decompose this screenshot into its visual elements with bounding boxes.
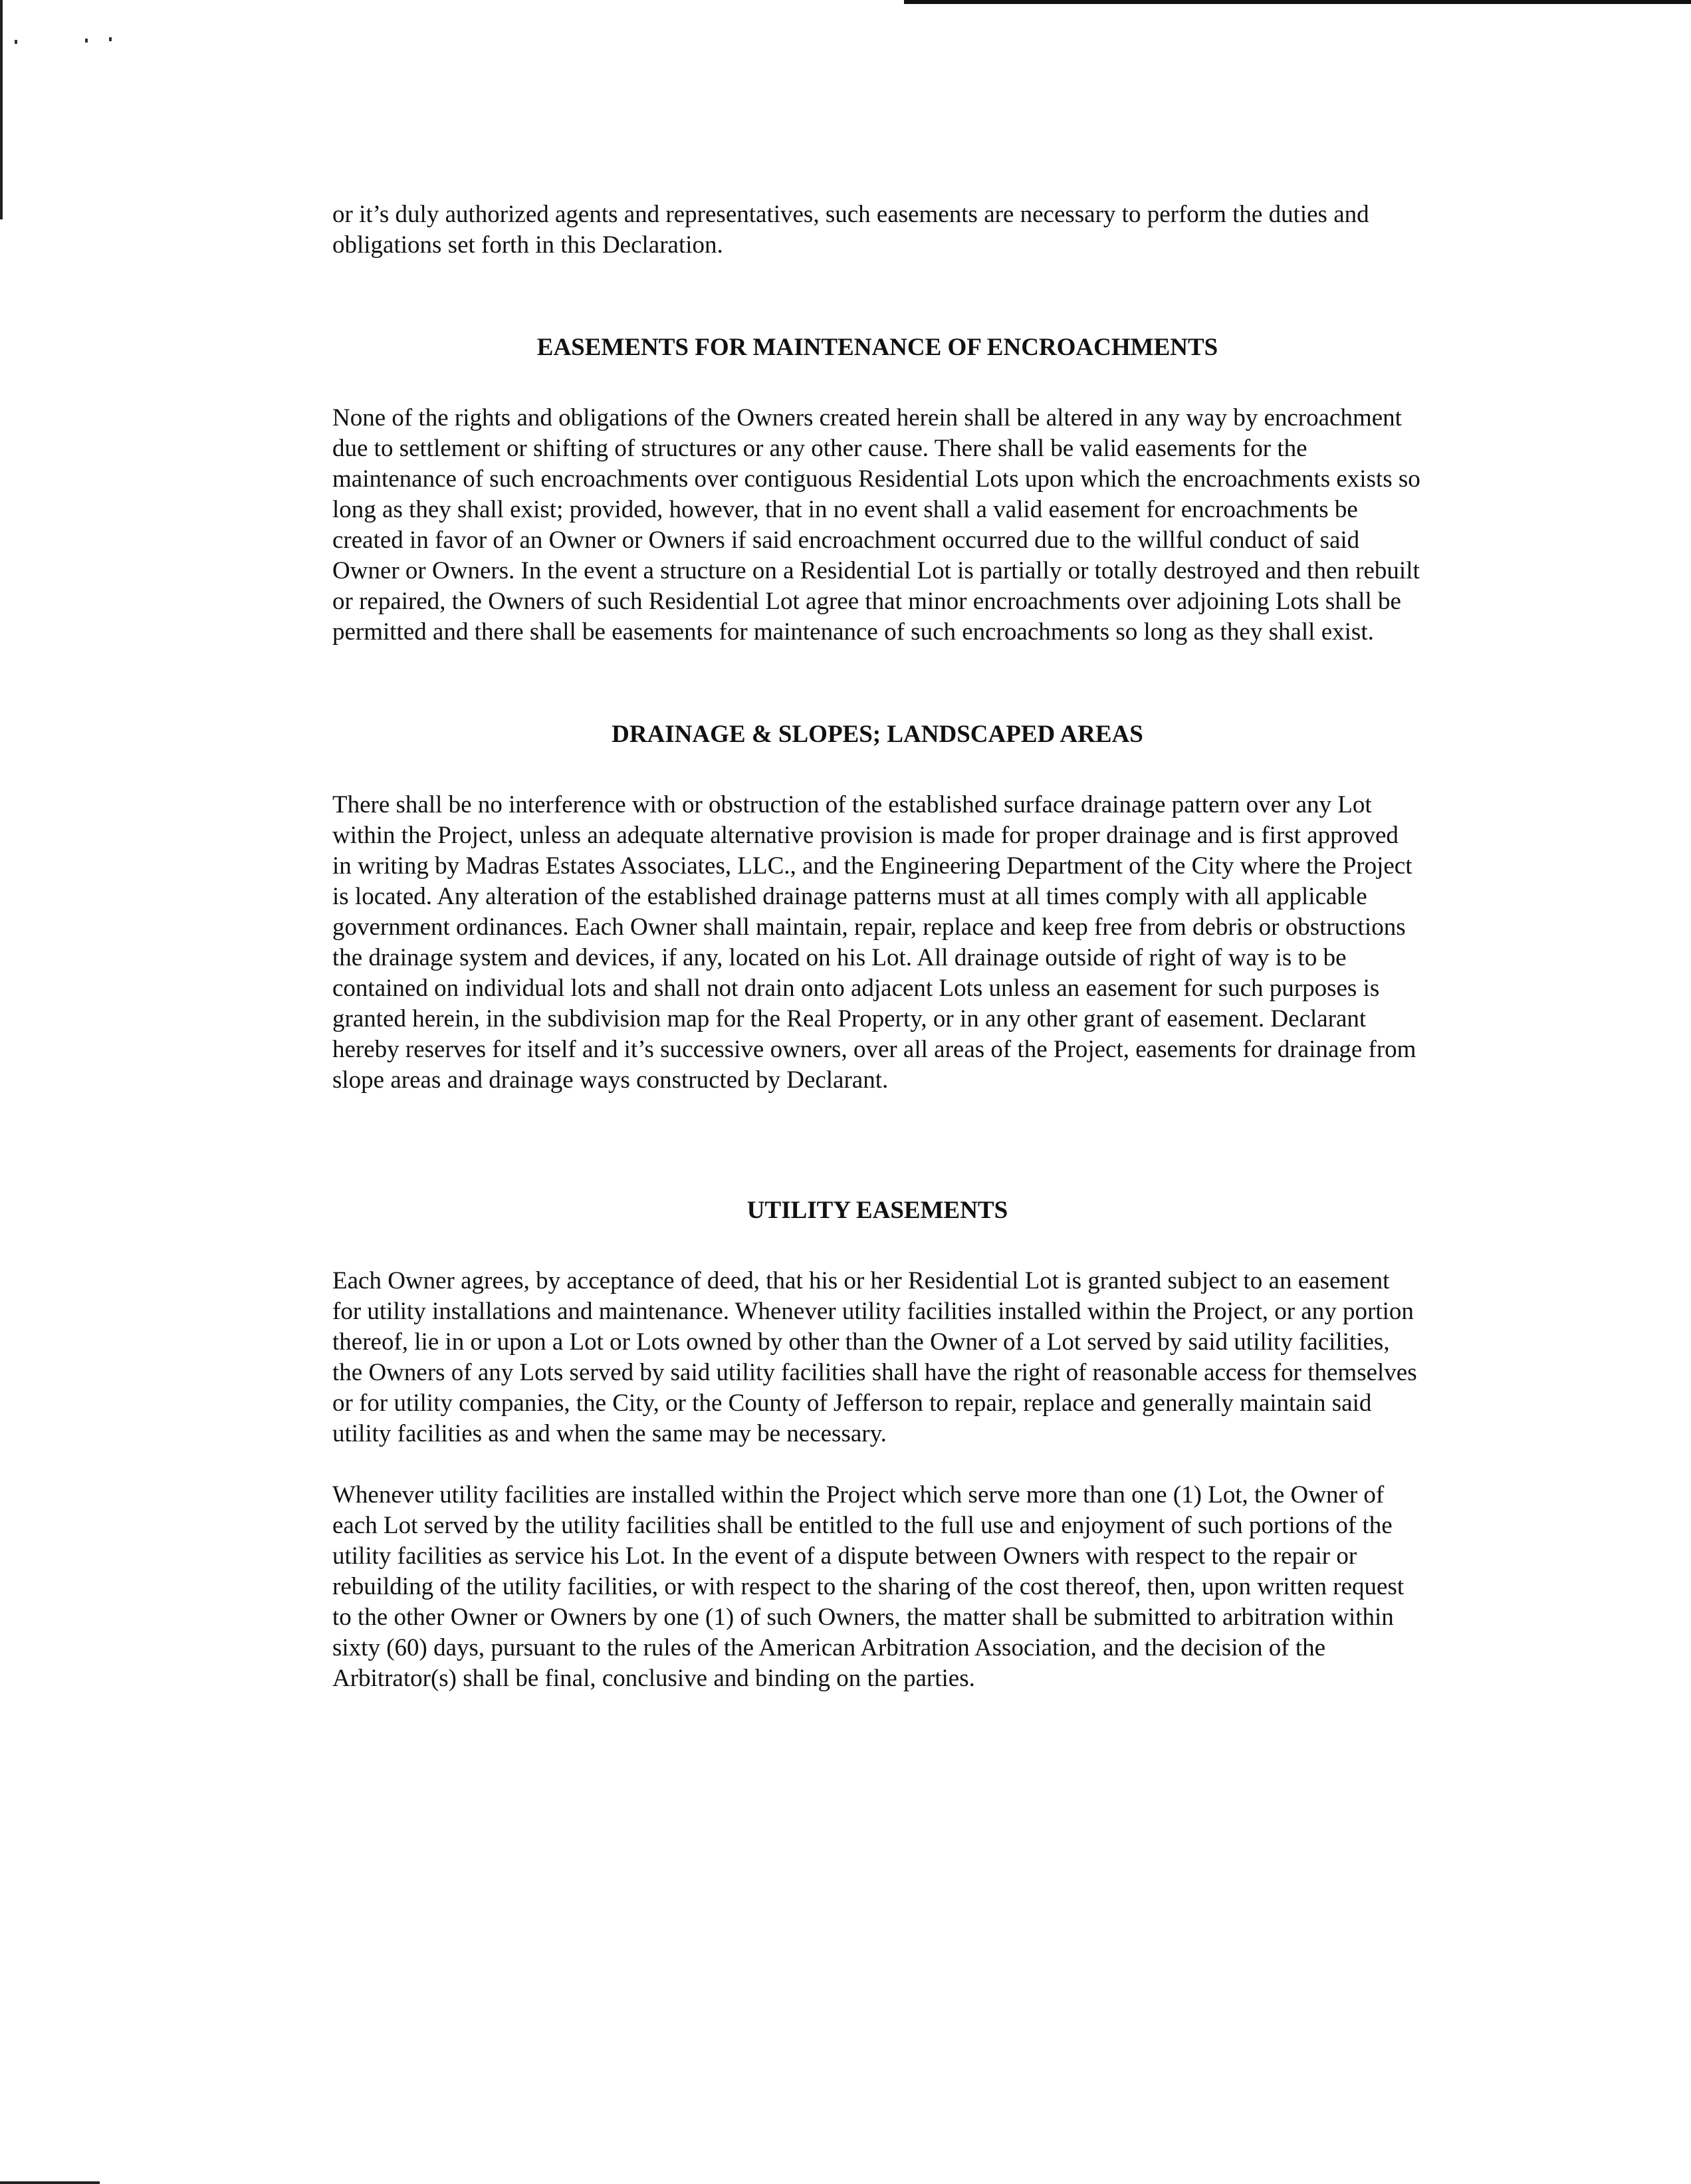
encroachments-paragraph: None of the rights and obligations of the Owners created herein shall be altered in any way by encroachment due to settlement or shifting of structures or any other cause. There shall be valid easements for the maintenance of such encroachments over contiguous Residential Lots upon which the encroachments exists so long as they shall exist; provided, however, that in no event shall a valid easement for encroachments be created in favor of an Owner or Owners if said encroachment occurred due to the willful conduct of said Owner or Owners. In the event a structure on a Residential Lot is partially or totally destroyed and then rebuilt or repaired, the Owners of such Residential Lot agree that minor encroachments over adjoining Lots shall be permitted and there shall be easements for maintenance of such encroachments so long as they shall exist. <box>332 404 1420 646</box>
opening-paragraph: or it’s duly authorized agents and representatives, such easements are necessary to perform the duties and obligations set forth in this Declaration. <box>332 201 1369 259</box>
section-heading-utility: UTILITY EASEMENTS <box>746 1197 1008 1224</box>
scan-speck <box>15 40 17 44</box>
scan-speck <box>85 39 88 43</box>
drainage-paragraph: There shall be no interference with or obstruction of the established surface drainage pattern over any Lot within the Project, unless an adequate alternative provision is made for proper drainage and is first approved in writing by Madras Estates Associates, LLC., and the Engineering Department of the City where the Project is located. Any alteration of the established drainage patterns must at all times comply with all applicable government ordinances. Each Owner shall maintain, repair, replace and keep free from debris or obstructions the drainage system and devices, if any, located on his Lot. All drainage outside of right of way is to be contained on individual lots and shall not drain onto adjacent Lots unless an easement for such purposes is granted herein, in the subdivision map for the Real Property, or in any other grant of easement. Declarant hereby reserves for itself and it’s successive owners, over all areas of the Project, easements for drainage from slope areas and drainage ways constructed by Declarant. <box>332 791 1416 1094</box>
scan-edge-top <box>904 0 1691 4</box>
scan-edge-bottom <box>0 2181 100 2184</box>
section-heading-drainage: DRAINAGE & SLOPES; LANDSCAPED AREAS <box>612 721 1143 748</box>
scan-speck <box>109 37 112 41</box>
utility-paragraph-2: Whenever utility facilities are installed within the Project which serve more than one (1) Lot, the Owner of each Lot served by the utility facilities shall be entitled to the full use and enjoyment of such portions of the utility facilities as service his Lot. In the event of a dispute between Owners with respect to the repair or rebuilding of the utility facilities, or with respect to the sharing of the cost thereof, then, upon written request to the other Owner or Owners by one (1) of such Owners, the matter shall be submitted to arbitration within sixty (60) days, pursuant to the rules of the American Arbitration Association, and the decision of the Arbitrator(s) shall be final, conclusive and binding on the parties. <box>332 1481 1405 1692</box>
scan-edge-left <box>0 0 3 219</box>
document-page <box>332 199 1422 1694</box>
utility-paragraph-1: Each Owner agrees, by acceptance of deed, that his or her Residential Lot is granted subject to an easement for utility installations and maintenance. Whenever utility facilities installed within the Project, or any portion thereof, lie in or upon a Lot or Lots owned by other than the Owner of a Lot served by said utility facilities, the Owners of any Lots served by said utility facilities shall have the right of reasonable access for themselves or for utility companies, the City, or the County of Jefferson to repair, replace and generally maintain said utility facilities as and when the same may be necessary. <box>332 1267 1417 1447</box>
section-heading-encroachments: EASEMENTS FOR MAINTENANCE OF ENCROACHMENTS <box>536 334 1218 361</box>
